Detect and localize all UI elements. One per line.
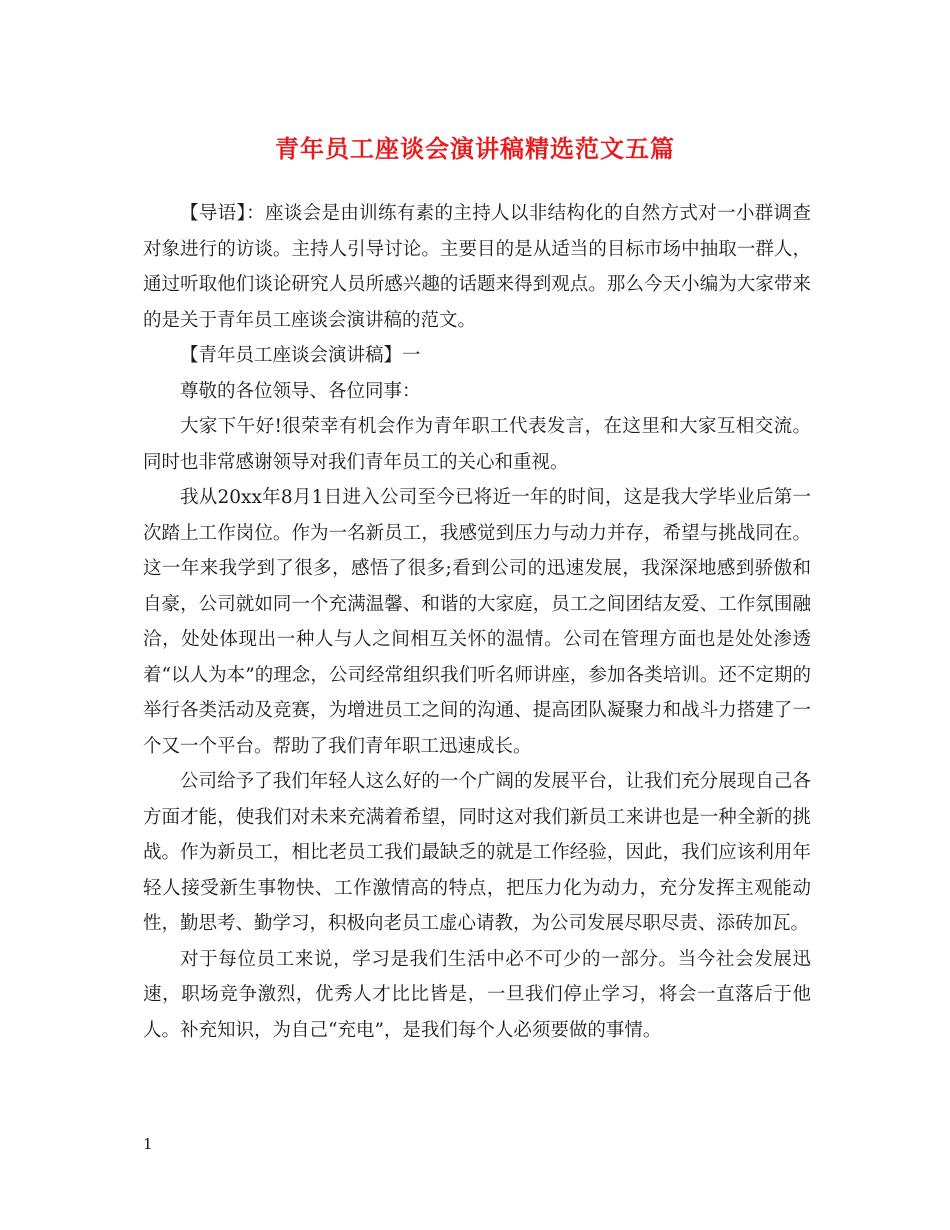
section-heading: 【青年员工座谈会演讲稿】一 <box>180 345 421 366</box>
document-body <box>143 196 811 1048</box>
document-title: 青年员工座谈会演讲稿精选范文五篇 <box>275 134 675 163</box>
body-paragraph: 我从20xx年8月1日进入公司至今已将近一年的时间，这是我大学毕业后第一次踏上工作岗位。作为一名新员工，我感觉到压力与动力并存，希望与挑战同在。这一年来我学到了很多，感悟了很多;看到公司的迅速发展，我深深地感到骄傲和自豪，公司就如同一个充满温馨、和谐的大家庭，员工之间团结友爱、工作氛围融洽，处处体现出一种人与人之间相互关怀的温情。公司在管理方面也是处处渗透着“以人为本”的理念，公司经常组织我们听名师讲座，参加各类培训。还不定期的举行各类活动及竞赛，为增进员工之间的沟通、提高团队凝聚力和战斗力搭建了一个又一个平台。帮助了我们青年职工迅速成长。 <box>143 487 811 757</box>
body-paragraph: 公司给予了我们年轻人这么好的一个广阔的发展平台，让我们充分展现自己各方面才能，使我们对未来充满着希望，同时这对我们新员工来讲也是一种全新的挑战。作为新员工，相比老员工我们最缺乏的就是工作经验，因此，我们应该利用年轻人接受新生事物快、工作激情高的特点，把压力化为动力，充分发挥主观能动性，勤思考、勤学习，积极向老员工虚心请教，为公司发展尽职尽责、添砖加瓦。 <box>143 771 811 934</box>
page-number: 1 <box>143 1135 153 1153</box>
intro-paragraph: 【导语】：座谈会是由训练有素的主持人以非结构化的自然方式对一小群调查对象进行的访谈。主持人引导讨论。主要目的是从适当的目标市场中抽取一群人，通过听取他们谈论研究人员所感兴趣的话题来得到观点。那么今天小编为大家带来的是关于青年员工座谈会演讲稿的范文。 <box>143 203 811 331</box>
body-paragraph: 对于每位员工来说，学习是我们生活中必不可少的一部分。当今社会发展迅速，职场竞争激烈，优秀人才比比皆是，一旦我们停止学习，将会一直落后于他人。补充知识，为自己“充电”，是我们每个人必须要做的事情。 <box>143 948 811 1041</box>
salutation: 尊敬的各位领导、各位同事： <box>180 380 421 402</box>
body-paragraph: 大家下午好!很荣幸有机会作为青年职工代表发言，在这里和大家互相交流。同时也非常感谢领导对我们青年员工的关心和重视。 <box>143 416 811 473</box>
